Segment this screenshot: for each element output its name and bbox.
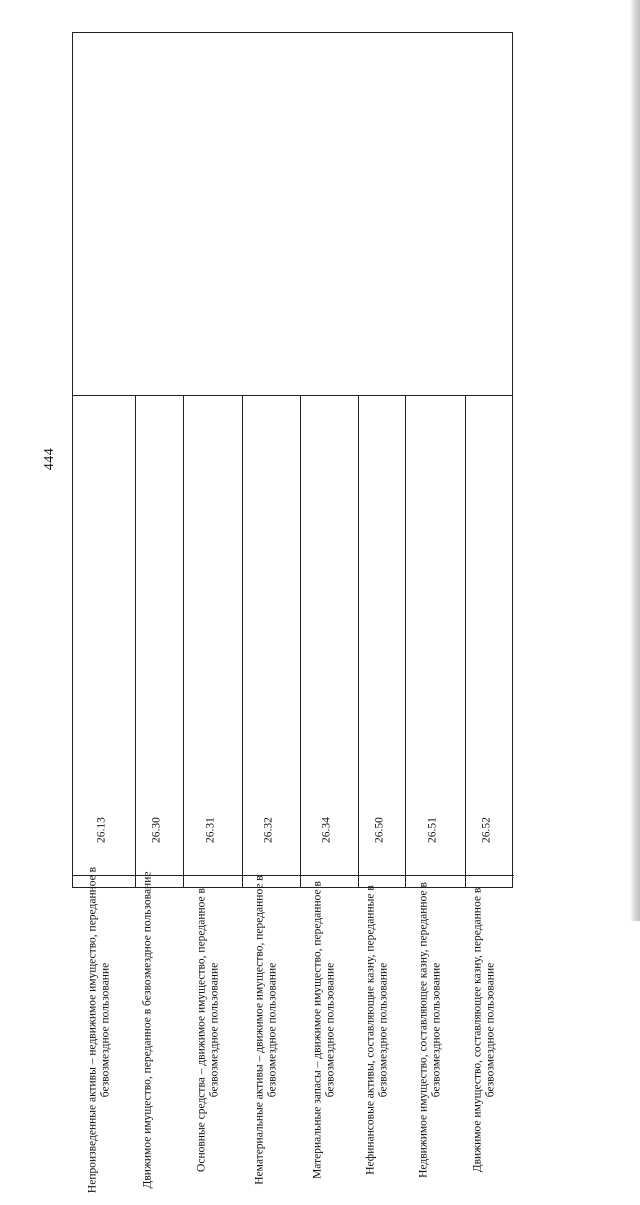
row-name: Нефинансовые активы, составляющие казну, переданные в безвозмездное пользование: [364, 885, 390, 1175]
table-empty-area: [73, 33, 512, 396]
row-code: 26.31: [204, 817, 217, 843]
row-code: 26.34: [320, 817, 333, 843]
account-table: [72, 32, 513, 1194]
row-code: 26.51: [426, 817, 439, 843]
row-name: Непроизведенные активы – недвижимое имущество, переданное в безвозмездное пользование: [86, 866, 112, 1194]
row-code: 26.30: [150, 817, 163, 843]
table-row: [184, 396, 243, 1172]
table-row: [136, 396, 184, 1189]
table-row: [406, 396, 466, 1178]
page-number: 444: [42, 447, 57, 471]
page-edge-shadow: [630, 0, 640, 921]
row-name: Нематериальные активы – движимое имущество, переданное в безвозмездное пользование: [253, 875, 279, 1185]
table-row: [301, 396, 359, 1179]
row-name: Движимое имущество, составляющее казну, переданное в безвозмездное пользование: [471, 887, 497, 1173]
row-code: 26.50: [373, 817, 386, 843]
table-row: [243, 396, 301, 1185]
table-row: [466, 396, 514, 1173]
row-name: Основные средства – движимое имущество, переданное в безвозмездное пользование: [195, 888, 221, 1172]
row-code: 26.13: [95, 817, 108, 843]
row-code: 26.52: [480, 817, 493, 843]
table-row: [359, 396, 406, 1175]
row-name: Материальные запасы – движимое имущество, переданное в безвозмездное пользование: [311, 881, 337, 1179]
table-row: [73, 396, 136, 1194]
row-code: 26.32: [262, 817, 275, 843]
row-name: Движимое имущество, переданное в безвозмездное пользование: [141, 871, 154, 1189]
row-name: Недвижимое имущество, составляющее казну, переданное в безвозмездное пользование: [417, 882, 443, 1178]
